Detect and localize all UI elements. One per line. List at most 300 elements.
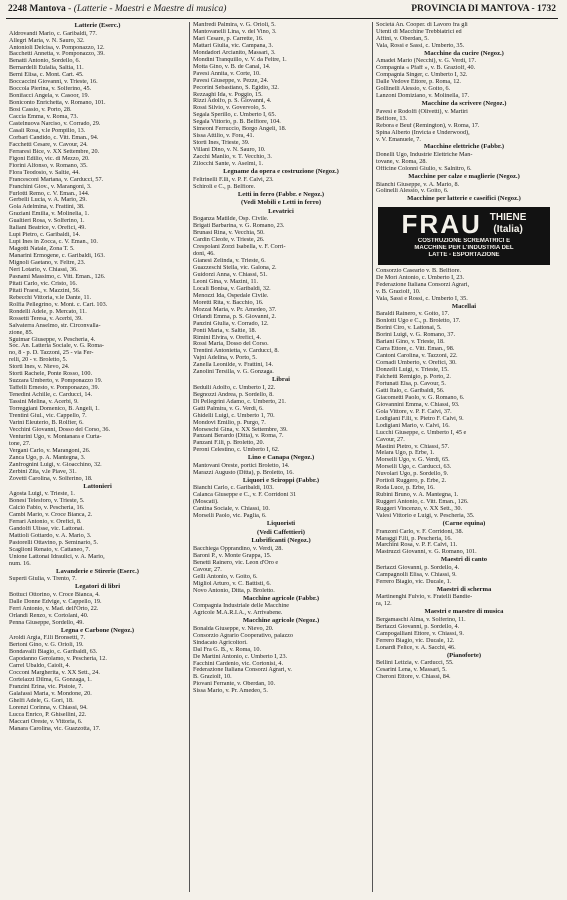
directory-entry: Ruggeri Antonio, c. Vitt. Eman., 126. — [376, 499, 469, 506]
directory-entry: Bertazzi Giovanni, p. Sordello, 4. — [376, 564, 460, 571]
section-heading: Maestri di scherma — [436, 585, 492, 593]
directory-entry: Brunasi Rina, v. Vecchia, 50. — [193, 230, 265, 237]
directory-entry: Bottuci Ottorino, v. Croce Bianca, 4. — [9, 591, 100, 598]
directory-entry: v. V. Emanuele, 7. — [376, 136, 421, 143]
directory-entry: Bertoni Gino, v. G. Orioli, 19. — [9, 642, 84, 649]
directory-entry: Mari Cesare, p. Carrette, 16. — [193, 35, 264, 42]
directory-entry: Panzani Berardo (Ditta), v. Roma, 7. — [193, 433, 284, 440]
directory-entry: Guazzeschi Stella, vic. Galona, 2. — [193, 264, 277, 271]
directory-entry: Compagnia Industriale delle Macchine — [193, 603, 290, 610]
directory-entry: Storti Ines, v. Nievo, 24. — [9, 364, 70, 371]
directory-entry: Franchini Giov., v. Marangoni, 3. — [9, 183, 92, 190]
directory-entry: Mantovani Oreste, portici Broletto, 14. — [193, 462, 290, 469]
page-header — [6, 4, 558, 19]
directory-entry: Tenedini Achille, c. Carducci, 14. — [9, 392, 93, 399]
directory-entry: Guidorzi Anna, v. Chiassi, 51. — [193, 271, 268, 278]
directory-entry: Compagnia Singer, c. Umberto I, 32. — [376, 72, 468, 79]
directory-entry: Federazione Italiana Consorzi Agrari, — [376, 281, 470, 288]
directory-entry: Cheroni Ettore, v. Chiassi, 84. — [376, 674, 451, 681]
directory-entry: Utenti di Macchine Trebbiatrici ed — [376, 28, 462, 35]
directory-entry: Ghidelli Luigi, c. Umberto 1, 70. — [193, 412, 275, 419]
directory-entry: Società An. Cooper. di Lavoro fra gli — [376, 22, 468, 28]
directory-entry: Baraldi Rainero, v. Goito, 17. — [376, 311, 450, 318]
directory-entry: Morselli Ugo, c. Carducci, 63. — [376, 464, 452, 471]
section-heading: (Vedi Caffettieri) — [257, 528, 305, 536]
directory-entry: Motta Gino, v. B. de Canal, 14. — [193, 63, 271, 70]
directory-entry: Villani Dino, v. N. Sauro, 10. — [193, 147, 266, 154]
directory-entry: Orlandi Renzo, v. Cortolani, 40. — [9, 612, 89, 619]
directory-entry: Ferrari Antonio, v. Orefici, 8. — [9, 518, 82, 525]
directory-entry: Falchetti Remigio, p. Porto, 2. — [376, 373, 451, 380]
directory-entry: Cornadi Umberto, v. Orefici, 30. — [376, 360, 457, 367]
directory-entry: Melara Ugo, p. Erbe, 1. — [376, 450, 435, 457]
directory-entry: Boccaccini Giovanni, v. Trieste, 16. — [9, 79, 98, 86]
directory-entry: Bonifacci Angela, v. Casoor, 19. — [9, 93, 90, 100]
directory-entry: Salvaterra Anselmo, str. Circonvalla- — [9, 322, 101, 329]
directory-entry: Figoni Edilio, vic. di Mezzo, 20. — [9, 155, 90, 162]
directory-entry: Ferrero Biagio, vic. Ducale, 1. — [376, 578, 452, 585]
directory-entry: Pavesi e Rodolfi (Olivetti), v. Martiri — [376, 108, 468, 115]
columns — [6, 22, 558, 892]
section-heading: Macchine agricole (Negoz.) — [242, 617, 320, 625]
directory-entry: Gianesi Zelinda, v. Trieste, 6. — [193, 258, 266, 265]
directory-entry: Rimini Elvira, v. Orefici, 4. — [193, 334, 261, 341]
directory-entry: Bedulli Adolfo, c. Umberto I, 22. — [193, 384, 276, 391]
directory-entry: v. B. Graziolf, 10. — [376, 288, 421, 295]
directory-entry: Pecorini Sebastiano, S. Egidio, 32. — [193, 84, 279, 91]
directory-entry: Bariani Gino, v. Trieste, 18. — [376, 339, 445, 346]
directory-entry: Lucca Enrico, P. Ghisellini, 22. — [9, 711, 87, 718]
directory-entry: Scaglioni Renato, v. Cattaneo, 7. — [9, 546, 91, 553]
directory-entry: Zanella Leonilde, v. Frattini, 14. — [193, 362, 274, 369]
directory-entry: Mattioli Gottardo, v. A. Mario, 3. — [9, 532, 92, 539]
directory-entry: Bertazzi Giovanni, p. Sordello, 4. — [376, 623, 460, 630]
directory-entry: Brigati Barbarina, v. G. Romano, 23. — [193, 223, 285, 230]
directory-entry: Vajni Adelina, v. Porto, 5. — [193, 355, 257, 362]
ad-location-country: (Italia) — [493, 224, 523, 236]
directory-entry: Leoni Gina, v. Mazini, 11. — [193, 278, 259, 285]
directory-entry: Valesi Vittorio e Luigi, v. Pescheria, 35. — [376, 513, 475, 520]
directory-entry: Feltrinelli F.lli, v. P. F. Calvi, 23. — [193, 176, 274, 183]
section-heading: Legna e Carbone (Negoz.) — [60, 626, 135, 634]
page-number-right: - 1732 — [531, 4, 556, 14]
directory-entry: Belfiore, 13. — [376, 115, 408, 122]
section-heading: Latterie (Eserc.) — [74, 22, 121, 29]
directory-entry: Sindacato Agricoltori. — [193, 639, 248, 646]
directory-entry: Flora Teodosio, v. Saltie, 44. — [9, 169, 80, 176]
directory-entry: Manfredi Palmira, v. G. Orioli, 5. — [193, 22, 276, 28]
section-heading: Liquoristi — [266, 520, 296, 528]
directory-entry: Aroldi Argia, F.lli Bronsetti, 7. — [9, 635, 86, 642]
directory-entry: Ruggeri Vincenzo, v. XX Sett., 30. — [376, 506, 463, 513]
directory-entry: Spina Alberto (Invicta e Underwood), — [376, 129, 470, 136]
directory-entry: Fiorini Alfonso, v. Romano, 35. — [9, 162, 88, 169]
section-heading: Letti in ferro (Fabbr. e Negoz.) — [237, 190, 325, 198]
directory-entry: Carra Ettore, c. Vitt. Eman., 98. — [376, 346, 455, 353]
directory-entry: De Martini Antonio, c. Umberto I, 23. — [193, 653, 288, 660]
directory-entry: Nuvolari Ugo, p. Sordello, 9. — [376, 471, 449, 478]
directory-entry: Maraggi F.lli, p. Pescheria, 16. — [376, 535, 452, 542]
directory-entry: Begnozzi Andrea, p. Sordello, 8. — [193, 391, 274, 398]
ad-location — [490, 212, 527, 236]
directory-entry: Franzoni Carlo, v. F. Corridoni, 38. — [376, 528, 464, 535]
directory-entry: Federazione Italiana Consorzi Agrari, v. — [193, 667, 292, 674]
section-heading: (Vedi Mobili e Letti in ferro) — [240, 199, 322, 207]
directory-entry: Benetti Rainero, vic. Leon d'Oro e — [193, 559, 279, 566]
directory-entry: Consorzio Agrario Cooperativo, palazzo — [193, 632, 294, 639]
directory-entry: Dalle Vedove Ettore, p. Roma, 12. — [376, 79, 461, 86]
page-number-left: 2248 — [8, 4, 27, 14]
directory-entry: Storti Rachele, Ponte Rosso, 100. — [9, 371, 93, 378]
directory-entry: Magotti Natale, Zona T. 5. — [9, 246, 75, 253]
directory-entry: Mondini Tranquillo, v. V. da Feltre, 1. — [193, 56, 287, 63]
directory-entry: Maccari Oreste, v. Vittoria, 6. — [9, 718, 83, 725]
directory-entry: Aldrovandi Mario, c. Garibaldi, 77. — [9, 30, 97, 37]
directory-entry: Carrel Ubaldo, Caiolt, 4. — [9, 662, 71, 669]
section-heading: (Pianoforte) — [446, 651, 482, 659]
column-right — [372, 22, 555, 892]
directory-entry: Gola Adelmina, v. Frattini, 38. — [9, 204, 85, 211]
directory-entry: Rossi Maria, Dosso del Corso. — [193, 341, 269, 348]
directory-entry: Zacchi Manlio, v. T. Vecchio, 3. — [193, 154, 272, 161]
directory-entry: Bondavalli Biagio, c. Garibaldi, 63. — [9, 649, 98, 656]
directory-entry: Peroni Celestino, c. Umberto I, 62. — [193, 447, 280, 454]
directory-entry: Ghelfi Adele, G. Gori, 18. — [9, 697, 74, 704]
directory-entry: Calciò Fabio, v. Pescheria, 16. — [9, 505, 85, 512]
directory-entry: Facchini Cardenio, vic. Cortonisi, 4. — [193, 660, 284, 667]
directory-entry: Penna Giuseppe, Sordello, 49. — [9, 619, 84, 626]
directory-entry: Trentini Antonietta, v. Carducci, 8. — [193, 348, 279, 355]
directory-entry: Zovetti Carolina, v. Solferino, 18. — [9, 475, 93, 482]
section-heading: Maestri e maestre di musica — [424, 608, 504, 616]
directory-entry: Zanfrognini Luigi, v. Gioacchino, 32. — [9, 461, 102, 468]
directory-entry: Martinenghi Fulvio, v. Fratelli Bandie- — [376, 594, 473, 601]
directory-entry: Agricole M.A.R.I.A., v. Arrivabene. — [193, 610, 283, 617]
directory-entry: Capodanno Gerolamo, v. Pescheria, 12. — [9, 655, 107, 662]
directory-entry: Officine Colonni Giulio, v. Salnitro, 6. — [376, 165, 472, 172]
directory-entry: Donzelli Luigi, v. Trieste, 15. — [376, 367, 449, 374]
section-heading: Maestri di canto — [440, 556, 488, 564]
directory-entry: num. 16. — [9, 560, 31, 567]
directory-entry: Cortelazzi Dilma, G. Gonzaga, 1. — [9, 676, 92, 683]
header-subtitle: - (Latterie - Maestri e Maestre di musica) — [68, 4, 227, 14]
directory-entry: Di Pellegrini Adamo, c. Umberto, 21. — [193, 398, 286, 405]
ad-location-city: THIENE — [489, 212, 527, 224]
directory-entry: Cocconi Margherita, v. XX Sett., 24. — [9, 669, 100, 676]
directory-entry: Cesarini Lena, v. Massari, 5. — [376, 667, 447, 674]
directory-entry: Mignoli Gaetano, v. Feltre, 23. — [9, 260, 86, 267]
directory-entry: Orlandi Emma, p. S. Giovanni, 2. — [193, 313, 277, 320]
directory-entry: Sissa Mario, v. Pr. Amedeo, 5. — [193, 688, 268, 695]
section-heading: Legatori di libri — [74, 583, 121, 591]
directory-entry: Venturini Ugo, v. Montanara e Curta- — [9, 433, 102, 440]
directory-entry: Antonioli Delcisa, v. Pomponazzo, 12. — [9, 44, 105, 51]
directory-entry: Italiani Beatrice, v. Orefici, 49. — [9, 225, 86, 232]
directory-entry: Storti Ines, Trieste, 39. — [193, 140, 250, 147]
directory-entry: Superti Giulia, v. Trento, 7. — [9, 576, 77, 583]
directory-entry: Lupi Pietro, c. Garibaldi, 14. — [9, 232, 81, 239]
directory-entry: Mastruzzi Giovanni, v. G. Romano, 101. — [376, 549, 477, 556]
directory-entry: Suzzara Umberto, v. Pomponazzo 19. — [9, 378, 103, 385]
directory-entry: Rossetti Teresa, v. Acerbi, 39. — [9, 315, 83, 322]
directory-entry: Rebecchi Vittoria, v.le Dante, 11. — [9, 294, 92, 301]
directory-entry: Panzini Giulia, v. Corrado, 12. — [193, 320, 269, 327]
ad-line: MACCHINE PER L'INDUSTRIA DEL — [414, 245, 514, 252]
directory-entry: Neri Lotario, v. Chiassi, 36. — [9, 267, 78, 273]
directory-page — [6, 4, 558, 894]
ad-line: COSTRUZIONE SCREMATRICI E — [417, 238, 511, 245]
directory-entry: Caccia Emma, v. Roma, 73. — [9, 114, 79, 121]
directory-entry: Calanca Giuseppe e C., v. F. Corridoni 31 — [193, 492, 297, 499]
header-left — [8, 4, 226, 14]
directory-entry: Gatti Palmira, v. G. Verdi, 6. — [193, 405, 264, 412]
directory-entry: Cantina Sociale, v. Chiassi, 10. — [193, 506, 270, 513]
directory-entry: Manarini Ermogene, c. Garibaldi, 163. — [9, 253, 105, 260]
directory-entry: Bernardelli Eulalia, Saltia, 11. — [9, 65, 84, 72]
directory-entry: Ferrero Biagio, vic. Ducale, 12. — [376, 637, 455, 644]
directory-entry: Compagnia « Pfaff », v. B. Graziolf, 40. — [376, 65, 476, 72]
directory-entry: Pitati Fraest., v. Mazzini, 56. — [9, 287, 81, 294]
directory-entry: Giovannini Emma, v. Chiassi, 93. — [376, 401, 460, 408]
directory-entry: Galafassi Maria, v. Mondone, 20. — [9, 690, 92, 697]
directory-entry: Trentini Giul., vic. Cappello, 7. — [9, 413, 87, 420]
directory-entry: Gatti Italo, c. Garibaldi, 56. — [376, 387, 445, 394]
directory-entry: Borini Luigi, v. G. Romano, 37. — [376, 332, 456, 339]
directory-entry: Mattari Giulia, vic. Campana, 3. — [193, 42, 274, 49]
section-heading: Macchine per calze e maglierie (Negoz.) — [408, 172, 520, 180]
directory-entry: Fortunati Elsa, p. Cavour, 5. — [376, 380, 446, 387]
section-heading: Lubrificanti (Negoz.) — [251, 537, 311, 545]
section-heading: Macchine da cucire (Negoz.) — [424, 49, 504, 57]
directory-entry: Furlotti Remo, c. V. Eman., 144. — [9, 190, 90, 197]
directory-entry: Agosta Luigi, v. Trieste, 1. — [9, 491, 75, 498]
directory-entry: Amadei Mario (Necchi), v. G. Verdi, 17. — [376, 58, 477, 65]
section-heading: Macchine elettriche (Fabbr.) — [423, 143, 505, 151]
directory-entry: Schiroli e C., p. Belfiore. — [193, 183, 256, 190]
directory-entry: Allegri Maria, v. N. Sauro, 32. — [9, 37, 85, 44]
directory-entry: Sguimar Giuseppe, v. Pescheria, 4. — [9, 336, 96, 343]
directory-entry: Marchini Rosa, v. P. F. Calvi, 11. — [376, 542, 458, 549]
directory-entry: Bosi Cassio, v. Porto, 28. — [9, 107, 72, 114]
directory-entry: Panzani F.lli, p. Broletto, 20. — [193, 440, 265, 447]
directory-entry: Casali Rosa, v.le Pompilio, 13. — [9, 127, 86, 134]
directory-entry: Zanca Ugo, p. A. Mantegna, 3. — [9, 454, 86, 461]
directory-entry: no, 8 - p. D. Tazzoni, 25 - via Fer- — [9, 350, 94, 357]
directory-entry: Morselli Ugo, v. G. Verdi, 65. — [376, 457, 450, 464]
column-left — [6, 22, 189, 892]
ad-top — [382, 210, 546, 238]
directory-entry: Zerbini Zita, v.le Piave, 31. — [9, 468, 77, 475]
directory-entry: Lucchi Giuseppe, c. Umberto I, 45 e — [376, 429, 467, 436]
directory-entry: Mantovanelli Lina, v. del Vino, 3. — [193, 28, 277, 35]
directory-entry: Bacchetti Annetta, v. Pomponazzo, 39. — [9, 51, 105, 58]
directory-entry: Piovani Ferrante, v. Oberdan, 10. — [193, 681, 276, 688]
directory-entry: Ponti Maria, v. Saltie, 18. — [193, 327, 257, 334]
directory-entry: Migliol Arturo, v. C. Battisti, 6. — [193, 580, 271, 587]
directory-entry: Simeoni Ferruccio, Borgo Angeli, 18. — [193, 126, 287, 133]
frau-advertisement — [378, 207, 550, 265]
directory-entry: Rubini Bruno, v. A. Mantegna, 1. — [376, 492, 459, 499]
directory-entry: Boganza Matilde, Osp. Civile. — [193, 216, 269, 223]
section-heading: Lavanderie e Stirerie (Eserc.) — [56, 567, 139, 575]
directory-entry: Tassini Melina, v. Acerbi, 9. — [9, 399, 79, 406]
section-heading: Macchine agricole (Fabbr.) — [242, 594, 320, 602]
directory-entry: Rolfia Pellegrino, v. Mont. c. Cart. 103. — [9, 301, 108, 308]
directory-entry: Dal Fra G. B., v. Roma, 10. — [193, 646, 261, 653]
section-heading: Macchine per latterie e caseifici (Negoz.) — [407, 195, 521, 203]
directory-entry: Lodigiani Mario, v. Calvi, 16. — [376, 422, 450, 429]
directory-entry: Cardin Cleofe, v. Trieste, 26. — [193, 237, 265, 244]
ad-line: LATTE - ESPORTAZIONE — [428, 252, 500, 259]
directory-entry: Mondovi Emilio, p. Purgo, 7. — [193, 419, 266, 426]
header-province: PROVINCIA DI MANTOVA — [411, 4, 530, 14]
directory-entry: Roda Luce, p. Erbe, 16. — [376, 485, 435, 492]
directory-entry: Donelli Ugo, Industrie Elettriche Man- — [376, 152, 473, 159]
directory-entry: De Mori Antonio, c. Umberto I, 23. — [376, 274, 464, 281]
directory-entry: Bonalda Giuseppe, v. Nievo, 20. — [193, 625, 274, 632]
directory-entry: Golinelli Alessio, v. Goito, 6. — [376, 188, 449, 195]
directory-entry: relli, 20 - v. Broletto, 5. — [9, 357, 68, 364]
directory-entry: zione, 85. — [9, 329, 34, 336]
directory-entry: Rossi Silvio, v. Govervolo, 5. — [193, 105, 267, 112]
directory-entry: Segala Vittorio, p. B. Belfiore, 104. — [193, 119, 281, 126]
directory-entry: Vecchini Giovanni, Dosso del Corso, 36. — [9, 426, 111, 433]
section-heading: (Carne equina) — [442, 519, 486, 527]
header-right — [411, 4, 556, 14]
directory-entry: Rondelli Adele, p. Mercato, 11. — [9, 308, 87, 315]
directory-entry: Lonardi Felice, v. A. Sacchi, 46. — [376, 644, 456, 651]
directory-entry: Borini Ciro, v. Lattonai, 5. — [376, 325, 442, 332]
directory-entry: Ferraresi Bice, v. XX Settembre, 20. — [9, 148, 100, 155]
directory-entry: Cambi Mario, v. Croce Bianca, 2. — [9, 512, 93, 518]
directory-entry: doni, 46. — [193, 251, 215, 258]
directory-entry: Boccola Pierina, v. Solferino, 45. — [9, 86, 92, 93]
directory-entry: Baroni P., v. Monte Grappa, 15. — [193, 552, 272, 559]
directory-entry: Gollinelli Alessio, v. Goito, 6. — [376, 86, 451, 93]
directory-entry: B. Graziolf, 10. — [193, 674, 232, 681]
header-city: Mantova — [29, 4, 66, 14]
directory-entry: Pavesi Giuseppe, v. Pezze, 24. — [193, 77, 269, 84]
directory-entry: Taffelli Ernesto, v. Pomponazzo, 39. — [9, 385, 100, 392]
section-heading: Liquori e Sciroppi (Fabbr.) — [242, 476, 320, 484]
directory-entry: Gualtieri Rosa, v. Solferino, 1. — [9, 218, 85, 225]
directory-entry: tovane, v. Roma, 28. — [376, 159, 427, 166]
directory-entry: Bacchiega Opprandino, v. Verdi, 28. — [193, 545, 283, 552]
directory-entry: Menozzi Ida, Ospedale Civile. — [193, 292, 269, 299]
section-heading: Lino e Canapa (Negoz.) — [247, 454, 315, 462]
directory-entry: Soc. An. Latteria Sociale, v. G. Roma- — [9, 343, 104, 350]
directory-entry: Segala Sperillo, c. Umberto I, 65. — [193, 112, 276, 119]
directory-entry: Bianchi Carlo, c. Garibaldi, 103. — [193, 485, 274, 492]
directory-entry: Crespolani Zorzi Isabella, v. F. Corri- — [193, 244, 286, 251]
directory-entry: Unione Lattonai Idraulici, v. A. Mario, — [9, 553, 105, 560]
column-middle — [189, 22, 372, 892]
directory-entry: Vergani Carlo, v. Marangoni, 26. — [9, 447, 91, 454]
directory-entry: Corbari Candido, c. Vitt. Eman., 94. — [9, 134, 99, 141]
directory-entry: Portioli Ruggero, p. Erbe, 2. — [376, 478, 447, 485]
directory-entry: tone, 27. — [9, 440, 31, 447]
directory-entry: Lodigiani F.lli, v. Pietro F. Calvi, 9. — [376, 415, 464, 422]
section-heading: Macchine da scrivere (Negoz.) — [421, 100, 507, 108]
directory-entry: Rebora e Beuf (Remington), v. Roma, 17. — [376, 122, 480, 129]
directory-entry: Facchetti Cesare, v. Cavour, 24. — [9, 141, 88, 148]
directory-entry: Bonesi Telesforo, v. Trieste, 5. — [9, 498, 85, 505]
directory-entry: Pastorelli Ottavino, p. Seminario, 5. — [9, 539, 99, 546]
directory-entry: Pasnami Massimo, c. Vitt. Eman., 126. — [9, 273, 106, 280]
section-heading: Levatrici — [268, 207, 294, 215]
directory-entry: Berni Elisa, c. Mont. Cart. 45. — [9, 72, 84, 79]
directory-entry: Campogalliani Ettore, v. Chiassi, 9. — [376, 630, 464, 637]
directory-entry: Francesconi Martana, v. Carducci, 57. — [9, 176, 104, 183]
section-heading: Librai — [272, 376, 290, 384]
directory-entry: Pitati Carlo, vic. Cristo, 16. — [9, 280, 78, 287]
directory-entry: Boniconto Enrichetta, v. Romano, 101. — [9, 100, 106, 107]
directory-entry: Rizzi Adolfo, p. S. Giovanni, 4. — [193, 98, 272, 105]
directory-entry: Novo Antonio, Ditta, p. Broletto. — [193, 587, 275, 594]
directory-entry: Lorenzi Corinna, v. Chiassi, 94. — [9, 704, 88, 711]
section-heading: Macellai — [451, 302, 477, 310]
directory-entry: Sissa Attilio, v. Fora, 41. — [193, 133, 255, 140]
directory-entry: Mondadori Arcianito, Massari, 3. — [193, 49, 276, 56]
directory-entry: Gandolfi Ulisse, vic. Lattonai. — [9, 525, 84, 532]
directory-entry: Morseschi Gina, v. XX Settembre, 39. — [193, 426, 288, 433]
ad-brand: FRAU — [401, 209, 482, 240]
directory-entry: Lanzoni Domiziano, v. Molinella, 17. — [376, 93, 470, 100]
directory-entry: Morselli Paolo, vic. Paglia, 6. — [193, 513, 267, 520]
directory-entry: Zanolini Tersilla, v. G. Gonzaga. — [193, 369, 274, 376]
directory-entry: Ferri Antonio, v. Mad. dell'Orto, 22. — [9, 605, 99, 612]
directory-entry: Bellini Letizia, v. Carducci, 55. — [376, 660, 454, 667]
section-heading: Legname da opera e costruzione (Negoz.) — [223, 168, 339, 176]
directory-entry: Manara Carolina, vic. Guazzotta, 17. — [9, 725, 101, 732]
directory-entry: Bergamaschi Alma, v. Solferino, 11. — [376, 616, 466, 623]
directory-entry: Giacometti Paolo, v. G. Romano, 6. — [376, 394, 465, 401]
directory-entry: Affini, v. Oberdan, 5. — [376, 35, 429, 42]
directory-entry: Campagnolli Elisa, v. Chiassi, 9. — [376, 571, 457, 578]
directory-entry: (Moscati). — [193, 499, 219, 506]
section-heading: Lattonieri — [83, 482, 112, 490]
directory-entry: Consorzio Caseario v. B. Belfiore. — [376, 268, 462, 275]
directory-entry: Gelli Antonio, v. Goito, 6. — [193, 573, 258, 580]
directory-entry: Marazzi Augusto (Ditta), p. Broletto, 16. — [193, 469, 294, 476]
directory-entry: Vala, Rossi e Sassi, c. Umberto, 35. — [376, 42, 465, 49]
directory-entry: Moretti Rita, v. Bacchio, 16. — [193, 299, 264, 306]
directory-entry: Vala, Sassi e Rossi, c. Umberto I, 35. — [376, 295, 468, 302]
directory-entry: Cavour, 27. — [376, 436, 405, 443]
directory-entry: Pavesi Annita, v. Corte, 10. — [193, 70, 261, 77]
directory-entry: Graziani Emilia, v. Molinelia, 1. — [9, 211, 90, 218]
directory-entry: Mozzai Maria, v. Pr. Amedeo, 37. — [193, 306, 277, 313]
directory-entry: Cavour, 27. — [193, 566, 222, 573]
directory-entry: Franzini Erina, vic. Pistoie, 7. — [9, 683, 83, 690]
directory-entry: Mastini Pietro, v. Chiassi, 57. — [376, 443, 450, 450]
directory-entry: Castelnuova Narciso, v. Corrado, 29. — [9, 120, 101, 127]
directory-entry: Rezzaghi Ida, v. Poggio, 15. — [193, 91, 263, 98]
directory-entry: Locali Bonisa, v. Garibaldi, 32. — [193, 285, 271, 292]
directory-entry: Torreggiani Domenico, B. Angeli, 1. — [9, 406, 100, 413]
directory-entry: Dalle Donne Edvige, v. Cappello, 19. — [9, 598, 102, 605]
directory-entry: Bianchi Giuseppe, v. A. Mario, 8. — [376, 181, 460, 188]
directory-entry: Lupi Ines in Zocca, c. V. Eman., 10. — [9, 239, 98, 246]
directory-entry: ra, 12. — [376, 601, 392, 608]
directory-entry: Zilocchi Sante, v. Aselmi, 1. — [193, 161, 264, 168]
directory-entry: Gola Vittore, v. P. F. Calvi, 37. — [376, 408, 452, 415]
directory-entry: Cantoni Carolina, v. Tazzoni, 22. — [376, 353, 458, 360]
directory-entry: Varini Eleuterio, B. Rolfier, 6. — [9, 419, 84, 426]
directory-entry: Gerbelli Lucia, v. A. Mario, 29. — [9, 197, 87, 204]
directory-entry: Benatti Antonio, Sordello, 6. — [9, 58, 81, 65]
directory-entry: Bonlotti Ugo e C., p. Broletto, 17. — [376, 318, 461, 325]
